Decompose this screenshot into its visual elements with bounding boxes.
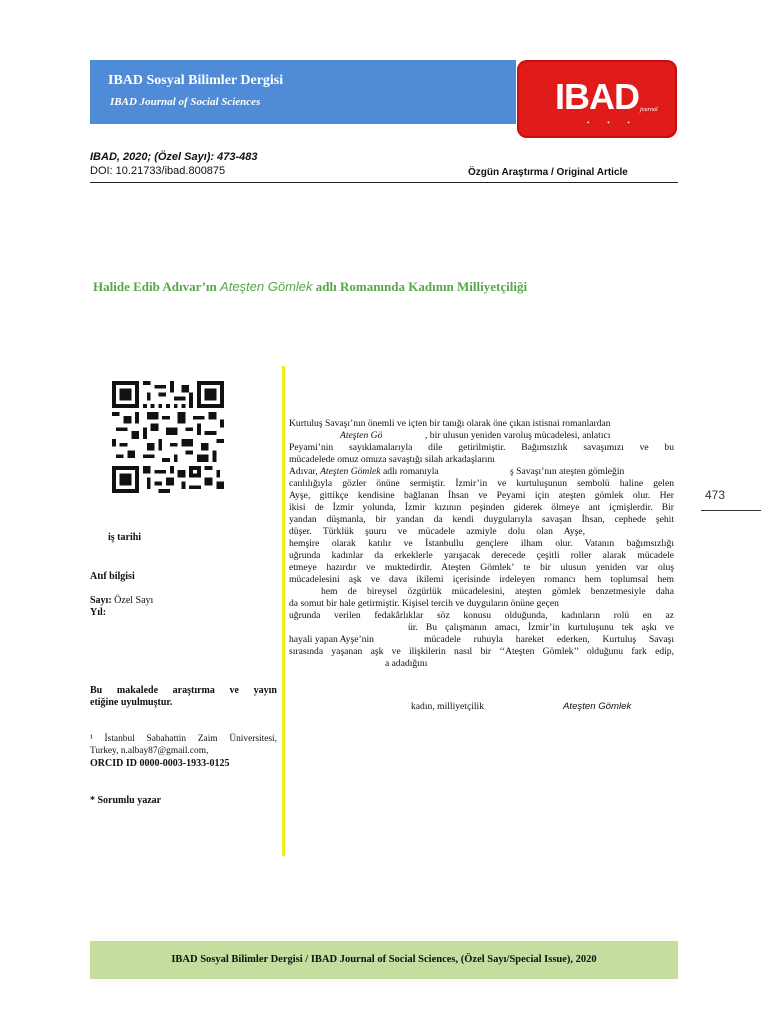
keywords-2: Ateşten Gömlek <box>563 701 632 712</box>
issue-label: Sayı: <box>90 595 112 606</box>
abstract-line-11: hemşire olarak katılır ve İstanbullu gençlere ilham olur. Vatanın bağımsızlığı <box>289 538 674 549</box>
abstract-line-15: hem de bireysel özgürlük mücadelesini, ateşten gömlek benzetmesiyle daha <box>321 586 674 597</box>
corresponding-author-note: * Sorumlu yazar <box>90 795 162 806</box>
abstract-line-16: da somut bir hale getirmiştir. Kişisel tercih ve duyguların önüne geçen <box>289 598 559 609</box>
abstract-line-5 <box>289 466 439 478</box>
doi-line[interactable]: DOI: 10.21733/ibad.800875 <box>90 165 226 177</box>
affiliation-email[interactable]: Turkey, n.albay87@gmail.com, <box>90 746 209 756</box>
abstract-line-6: canlılığıyla gözler önüne sermiştir. İzmir’in ve kurtuluşunun sembolü haline gelen <box>289 478 674 489</box>
abstract-line-8: ikisi de İzmir yolunda, İzmir kızının peşinden giderek ölmeye ant içmişlerdir. Bir <box>289 502 674 513</box>
abstract-line-5-end: ş Savaşı’nın ateşten gömleğin <box>510 466 625 477</box>
abstract-text-fragment: adlı romanıyla <box>380 466 439 477</box>
citation-info-label: Atıf bilgisi <box>90 571 135 582</box>
page-number-rule <box>701 510 761 511</box>
abstract-line-4: mücadelede omuz omuza savaştığı silah arkadaşlarını <box>289 454 495 465</box>
abstract-line-18: ür. Bu çalışmanın amacı, İzmir’in kurtuluşunu tek aşkı ve <box>408 622 674 633</box>
abstract-italic-title: Ateşten Gö <box>340 430 383 441</box>
orcid-id[interactable]: ORCID ID 0000-0003-1933-0125 <box>90 758 230 769</box>
abstract-italic-title: Ateşten Gömlek <box>320 466 381 477</box>
title-part-1: Halide Edib Adıvar’ın <box>93 279 221 294</box>
abstract-line-19a: hayali yapan Ayşe’nin <box>289 634 374 645</box>
abstract-author-surname: Adıvar, <box>289 466 321 477</box>
abstract-line-3: Peyami’nin sayıklamalarıyla dile getirilmiştir. Bağımsızlık savaşımızı ve bu <box>289 442 674 453</box>
footer-text: IBAD Sosyal Bilimler Dergisi / IBAD Journal of Social Sciences, (Özel Sayı/Special Issue), 2020 <box>171 954 597 965</box>
logo-subtext: journal <box>640 107 658 113</box>
page-footer <box>90 941 678 979</box>
citation-line: IBAD, 2020; (Özel Sayı): 473-483 <box>90 151 258 163</box>
qr-code[interactable] <box>110 381 226 493</box>
abstract-line-13: etmeye hazırdır ve muktedirdir. Ateşten Gömlek’ te bir ulusun yeniden var oluş <box>289 562 674 573</box>
title-italic-work: Ateşten Gömlek <box>220 279 313 294</box>
abstract-line-7: Ayşe, gittikçe kendisine bağlanan İhsan ve Peyami için ateşten gömlek olur. Her <box>289 490 674 501</box>
issue-row <box>90 595 153 606</box>
column-divider <box>282 366 285 856</box>
affiliation-line-1: ¹ İstanbul Sabahattin Zaim Üniversitesi, <box>90 734 277 744</box>
journal-logo <box>517 60 677 138</box>
abstract-line-12: uğrunda kadınlar da erkeklerle yarışacak derecede çeşitli roller alarak mücadele <box>289 550 674 561</box>
logo-wordmark: IBAD <box>555 76 639 117</box>
abstract-line-1: Kurtuluş Savaşı’nın önemli ve içten bir tanığı olarak öne çıkan istisnai romanlardan <box>289 418 611 429</box>
abstract-line-20: sırasında yaşanan aşk ve ilişkilerin nasıl bir ‘‘Ateşten Gömlek’’ olduğunu fark edip, <box>289 646 674 657</box>
abstract-line-9: yandan düşmanla, bir yandan da kendi duygularıyla savaşan İhsan, cephede şehit <box>289 514 674 525</box>
ethics-line-1: Bu makalede araştırma ve yayın <box>90 685 277 696</box>
journal-banner <box>90 60 516 124</box>
abstract-line-17: uğrunda verilen fedakârlıklar söz konusu olduğunda, kadınların rolü en az <box>289 610 674 621</box>
abstract-line-14: mücadelesini aşk ve dava ikilemi içerisinde irdeleyen romancı hem toplumsal hem <box>289 574 674 585</box>
issue-value: Özel Sayı <box>111 595 154 606</box>
header-rule <box>90 182 678 183</box>
page-number: 473 <box>705 488 726 502</box>
abstract-line-10: düşer. Türklük şuuru ve mücadele azmiyle dolu olan Ayşe, <box>289 526 585 537</box>
history-label: iş tarihi <box>108 532 142 543</box>
journal-title: IBAD Sosyal Bilimler Dergisi <box>108 73 284 88</box>
abstract-line-19b: mücadele ruhuyla hareket ederken, Kurtuluş Savaşı <box>424 634 674 645</box>
year-label: Yıl: <box>90 607 107 618</box>
abstract-line-2a <box>340 430 382 442</box>
ethics-line-2: etiğine uyulmuştur. <box>90 697 173 708</box>
abstract-line-2b: , bir ulusun yeniden varoluş mücadelesi, anlatıcı <box>425 430 611 441</box>
journal-title-english: IBAD Journal of Social Sciences <box>110 96 261 108</box>
article-title <box>93 279 527 295</box>
abstract-line-21: a adadığını <box>385 658 428 669</box>
title-part-2: adlı Romanında Kadının Milliyetçiliği <box>312 279 528 294</box>
article-type: Özgün Araştırma / Original Article <box>468 167 628 178</box>
logo-dots: • • • <box>587 119 638 127</box>
keywords-1: kadın, milliyetçilik <box>411 701 485 712</box>
